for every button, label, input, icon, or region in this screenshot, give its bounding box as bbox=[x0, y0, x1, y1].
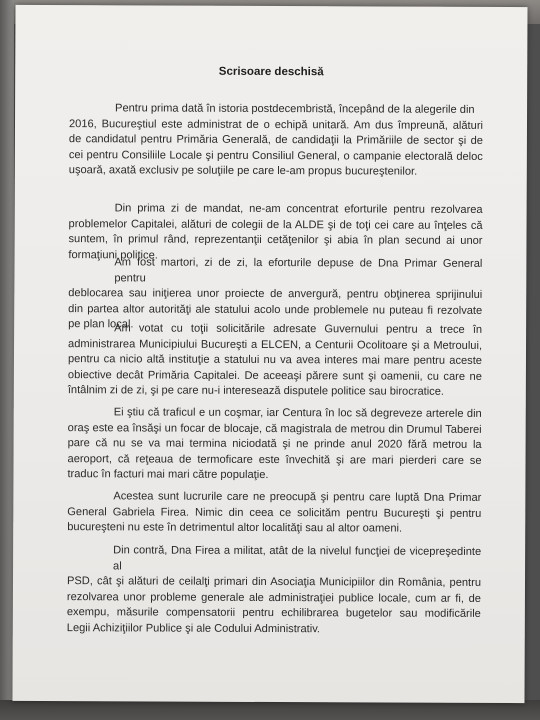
paragraph-line: bucureşteni nu este în detrimentul altor localităţi sau al altor oameni. bbox=[67, 521, 403, 535]
paragraph-line: Am votat cu toţii solicitările adresate Guvernului pentru a trece în bbox=[114, 322, 483, 336]
paragraph-line: 2016, Bucureştiul este administrat de o echipă unitară. Am dus împreună, alături bbox=[68, 117, 484, 132]
paragraph-line: traduc în facturi mai mari către populaţie. bbox=[67, 468, 269, 482]
paragraph-line: Din contră, Dna Firea a militat, atât de la nivelul funcţiei de vicepreşedinte al bbox=[113, 544, 482, 572]
paragraph-line: PSD, cât şi alături de ceilalţi primari din Asociaţia Municipiilor din România, pentru bbox=[66, 575, 482, 590]
background-bottom bbox=[0, 700, 540, 720]
paragraph-line: cei pentru Consiliile Locale şi pentru Consiliul General, o campanie electorală deloc bbox=[68, 148, 483, 163]
paragraph-line: suntem, în primul rând, reprezentanţii cetăţenilor şi abia în plan secund ai unor bbox=[68, 233, 483, 248]
paragraph-line: aeroport, că reţeaua de termoficare este învechită şi are mari pierderi care se bbox=[67, 452, 482, 467]
paragraph-line: problemelor Capitalei, alături de colegii de la ALDE şi de toţi cei care au înţeles că bbox=[68, 217, 483, 232]
paragraph-6 bbox=[67, 489, 481, 538]
paragraph-line: Am fost martori, zi de zi, la eforturile depuse de Dna Primar General pentru bbox=[114, 256, 483, 285]
paragraph-line: Ei ştiu că traficul e un coşmar, iar Centura în loc să degreveze arterele din bbox=[113, 406, 482, 420]
paragraph-line: administrarea Municipiului Bucureşti a ELCEN, a Centurii Ocolitoare şi a Metroului, bbox=[68, 337, 483, 352]
paragraph-line: General Gabriela Firea. Nimic din ceea ce solicităm pentru Bucureşti şi pentru bbox=[67, 505, 482, 520]
paragraph-line: din partea altor autorităţi ale statului acolo unde problemele nu puteau fi rezolvate bbox=[68, 302, 483, 317]
paragraph-7 bbox=[67, 543, 481, 638]
paragraph-line: exempu, măsurile compensatorii pentru echilibrarea bugetelor sau modificările bbox=[66, 606, 481, 621]
letter-title: Scrisoare deschisă bbox=[218, 65, 324, 79]
paragraph-4 bbox=[68, 321, 482, 401]
paragraph-line: pare că nu se va mai termina niciodată şi ne prinde anul 2020 fără metrou la bbox=[67, 437, 482, 452]
paragraph-line: deblocarea sau iniţierea unor proiecte de anvergură, pentru obţinerea sprijinului bbox=[68, 287, 483, 302]
paragraph-1 bbox=[69, 101, 483, 181]
paragraph-line: rezolvarea unor probleme generale ale administraţiei publice locale, cum ar fi, de bbox=[66, 590, 481, 605]
paragraph-line: Pentru prima dată în istoria postdecembristă, începând de la alegerile din bbox=[115, 102, 475, 116]
paragraph-line: întâlnim zi de zi, şi pe care nu-i interesează disputele politice sau birocratice. bbox=[67, 384, 445, 399]
paragraph-line: Legii Achiziţiilor Publice şi ale Codului Administrativ. bbox=[66, 622, 321, 636]
paragraph-line: uşoară, axată exclusiv pe soluţiile pe care le-am propus bucureştenilor. bbox=[68, 164, 418, 179]
paper-sheet bbox=[12, 5, 527, 703]
paragraph-line: formaţiuni politice. bbox=[68, 248, 158, 262]
paragraph-line: obiective decât Primăria Capitalei. De aceeaşi părere sunt şi oamenii, cu care ne bbox=[67, 368, 482, 383]
paragraph-line: pe plan local. bbox=[68, 318, 134, 331]
paragraph-line: Acestea sunt lucrurile care ne preocupă şi pentru care luptă Dna Primar bbox=[113, 490, 482, 504]
paragraph-5 bbox=[67, 405, 481, 485]
paragraph-line: Din prima zi de mandat, ne-am concentrat eforturile pentru rezolvarea bbox=[114, 202, 483, 216]
paragraph-line: pentru ca nicio altă instituţie a statului nu va avea interes mai mare pentru aceste bbox=[67, 353, 482, 368]
paragraph-line: de candidatul pentru Primăria Generală, de candidaţii la Primăriile de sector şi de bbox=[68, 133, 483, 148]
paragraph-line: oraş este ea însăşi un focar de blocaje, că magistrala de metrou din Drumul Taberei bbox=[67, 421, 482, 436]
